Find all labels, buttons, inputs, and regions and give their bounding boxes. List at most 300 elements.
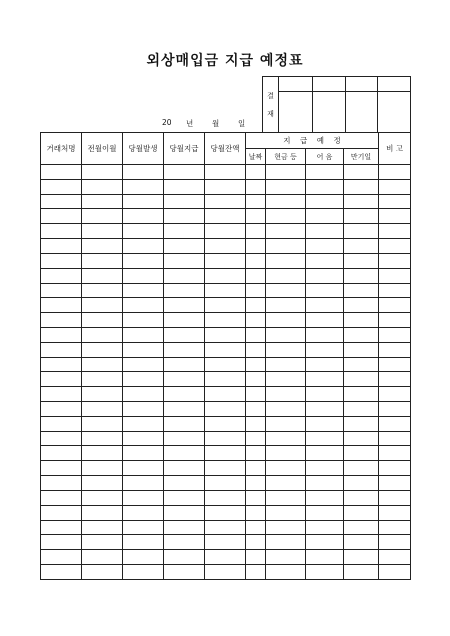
table-cell[interactable] [246, 476, 266, 491]
table-cell[interactable] [379, 298, 411, 313]
table-cell[interactable] [246, 313, 266, 328]
table-cell[interactable] [266, 283, 306, 298]
table-cell[interactable] [246, 239, 266, 254]
table-cell[interactable] [306, 209, 344, 224]
table-cell[interactable] [344, 253, 379, 268]
table-cell[interactable] [41, 298, 82, 313]
table-cell[interactable] [306, 535, 344, 550]
col-header-remarks: 비 고 [379, 133, 411, 165]
payment-schedule-table [40, 132, 411, 580]
table-cell[interactable] [123, 327, 164, 342]
table-cell[interactable] [379, 165, 411, 180]
table-cell[interactable] [205, 520, 246, 535]
table-cell[interactable] [306, 461, 344, 476]
table-cell[interactable] [379, 372, 411, 387]
table-cell[interactable] [205, 505, 246, 520]
table-cell[interactable] [379, 431, 411, 446]
table-cell[interactable] [164, 239, 205, 254]
table-cell[interactable] [266, 357, 306, 372]
table-cell[interactable] [266, 461, 306, 476]
table-cell[interactable] [205, 431, 246, 446]
table-cell[interactable] [82, 268, 123, 283]
table-cell[interactable] [344, 490, 379, 505]
table-cell[interactable] [123, 283, 164, 298]
table-cell[interactable] [205, 446, 246, 461]
table-cell[interactable] [41, 431, 82, 446]
approval-sign-cell[interactable] [346, 92, 378, 133]
table-cell[interactable] [41, 239, 82, 254]
table-cell[interactable] [306, 446, 344, 461]
table-cell[interactable] [164, 165, 205, 180]
table-cell[interactable] [246, 490, 266, 505]
table-cell[interactable] [344, 194, 379, 209]
table-cell[interactable] [306, 179, 344, 194]
table-cell[interactable] [164, 402, 205, 417]
table-cell[interactable] [123, 298, 164, 313]
table-cell[interactable] [246, 387, 266, 402]
table-cell[interactable] [246, 268, 266, 283]
table-cell[interactable] [306, 520, 344, 535]
table-cell[interactable] [246, 357, 266, 372]
table-cell[interactable] [205, 209, 246, 224]
table-cell[interactable] [82, 327, 123, 342]
table-cell[interactable] [123, 165, 164, 180]
table-cell[interactable] [123, 253, 164, 268]
table-cell[interactable] [306, 342, 344, 357]
table-cell[interactable] [164, 387, 205, 402]
table-cell[interactable] [82, 357, 123, 372]
table-cell[interactable] [246, 342, 266, 357]
table-cell[interactable] [164, 268, 205, 283]
table-cell[interactable] [344, 431, 379, 446]
table-cell[interactable] [164, 461, 205, 476]
table-cell[interactable] [41, 461, 82, 476]
table-cell[interactable] [205, 327, 246, 342]
table-row [41, 476, 411, 491]
table-cell[interactable] [82, 402, 123, 417]
table-cell[interactable] [41, 564, 82, 579]
table-cell[interactable] [379, 327, 411, 342]
table-cell[interactable] [123, 505, 164, 520]
table-cell[interactable] [246, 224, 266, 239]
table-cell[interactable] [306, 327, 344, 342]
table-cell[interactable] [306, 476, 344, 491]
table-cell[interactable] [123, 357, 164, 372]
table-cell[interactable] [205, 372, 246, 387]
table-cell[interactable] [344, 342, 379, 357]
table-cell[interactable] [82, 431, 123, 446]
table-cell[interactable] [379, 387, 411, 402]
table-cell[interactable] [82, 490, 123, 505]
table-cell[interactable] [266, 490, 306, 505]
table-cell[interactable] [164, 520, 205, 535]
table-cell[interactable] [266, 372, 306, 387]
table-cell[interactable] [41, 520, 82, 535]
table-cell[interactable] [123, 564, 164, 579]
table-cell[interactable] [41, 476, 82, 491]
table-cell[interactable] [164, 490, 205, 505]
table-cell[interactable] [306, 268, 344, 283]
table-cell[interactable] [246, 461, 266, 476]
table-cell[interactable] [344, 179, 379, 194]
table-cell[interactable] [123, 224, 164, 239]
table-cell[interactable] [41, 402, 82, 417]
table-cell[interactable] [379, 564, 411, 579]
table-row [41, 550, 411, 565]
table-cell[interactable] [41, 165, 82, 180]
table-cell[interactable] [379, 179, 411, 194]
table-cell[interactable] [82, 535, 123, 550]
table-cell[interactable] [205, 313, 246, 328]
table-cell[interactable] [41, 209, 82, 224]
table-cell[interactable] [344, 387, 379, 402]
table-cell[interactable] [246, 402, 266, 417]
table-cell[interactable] [306, 505, 344, 520]
table-row [41, 209, 411, 224]
table-cell[interactable] [306, 416, 344, 431]
table-cell[interactable] [123, 179, 164, 194]
table-cell[interactable] [205, 461, 246, 476]
approval-title-cell[interactable] [313, 77, 346, 92]
table-cell[interactable] [41, 283, 82, 298]
table-cell[interactable] [344, 298, 379, 313]
table-cell[interactable] [379, 402, 411, 417]
table-cell[interactable] [379, 490, 411, 505]
table-cell[interactable] [82, 372, 123, 387]
table-cell[interactable] [205, 550, 246, 565]
table-cell[interactable] [205, 387, 246, 402]
approval-title-cell[interactable] [378, 77, 411, 92]
table-cell[interactable] [205, 179, 246, 194]
table-cell[interactable] [82, 165, 123, 180]
table-cell[interactable] [266, 342, 306, 357]
table-cell[interactable] [41, 194, 82, 209]
table-cell[interactable] [205, 239, 246, 254]
table-cell[interactable] [266, 253, 306, 268]
approval-sign-cell[interactable] [378, 92, 411, 133]
table-cell[interactable] [246, 253, 266, 268]
table-cell[interactable] [41, 253, 82, 268]
table-cell[interactable] [82, 476, 123, 491]
table-cell[interactable] [246, 209, 266, 224]
table-cell[interactable] [266, 165, 306, 180]
table-cell[interactable] [164, 372, 205, 387]
table-cell[interactable] [266, 298, 306, 313]
table-cell[interactable] [123, 402, 164, 417]
table-cell[interactable] [164, 446, 205, 461]
table-cell[interactable] [164, 313, 205, 328]
table-cell[interactable] [205, 194, 246, 209]
table-cell[interactable] [344, 268, 379, 283]
table-cell[interactable] [344, 505, 379, 520]
table-cell[interactable] [379, 313, 411, 328]
table-cell[interactable] [205, 535, 246, 550]
table-cell[interactable] [82, 505, 123, 520]
table-cell[interactable] [379, 342, 411, 357]
approval-sign-cell[interactable] [279, 92, 313, 133]
table-cell[interactable] [246, 416, 266, 431]
table-cell[interactable] [123, 550, 164, 565]
table-cell[interactable] [82, 298, 123, 313]
table-cell[interactable] [306, 239, 344, 254]
date-year-label: 년 [186, 119, 194, 128]
table-cell[interactable] [344, 476, 379, 491]
table-cell[interactable] [344, 357, 379, 372]
table-cell[interactable] [82, 520, 123, 535]
table-cell[interactable] [123, 446, 164, 461]
table-cell[interactable] [344, 402, 379, 417]
table-cell[interactable] [246, 194, 266, 209]
table-cell[interactable] [266, 268, 306, 283]
table-cell[interactable] [246, 283, 266, 298]
table-cell[interactable] [246, 165, 266, 180]
table-cell[interactable] [306, 194, 344, 209]
table-cell[interactable] [266, 535, 306, 550]
table-cell[interactable] [164, 209, 205, 224]
table-cell[interactable] [379, 194, 411, 209]
table-cell[interactable] [164, 253, 205, 268]
table-cell[interactable] [164, 431, 205, 446]
table-cell[interactable] [344, 372, 379, 387]
table-cell[interactable] [379, 461, 411, 476]
table-cell[interactable] [123, 372, 164, 387]
table-cell[interactable] [306, 298, 344, 313]
col-header-payment-plan: 지 급 예 정 [246, 133, 379, 149]
table-cell[interactable] [205, 253, 246, 268]
table-cell[interactable] [306, 402, 344, 417]
table-cell[interactable] [379, 224, 411, 239]
table-cell[interactable] [306, 387, 344, 402]
table-cell[interactable] [123, 313, 164, 328]
table-cell[interactable] [41, 490, 82, 505]
table-cell[interactable] [306, 490, 344, 505]
table-cell[interactable] [344, 283, 379, 298]
table-row [41, 239, 411, 254]
table-row [41, 268, 411, 283]
table-cell[interactable] [306, 550, 344, 565]
table-cell[interactable] [123, 239, 164, 254]
table-cell[interactable] [205, 416, 246, 431]
table-cell[interactable] [306, 165, 344, 180]
table-cell[interactable] [205, 564, 246, 579]
table-cell[interactable] [164, 298, 205, 313]
table-cell[interactable] [344, 209, 379, 224]
table-cell[interactable] [379, 550, 411, 565]
col-header-partner: 거래처명 [41, 133, 82, 165]
table-cell[interactable] [82, 239, 123, 254]
table-cell[interactable] [82, 253, 123, 268]
table-cell[interactable] [123, 535, 164, 550]
table-cell[interactable] [266, 564, 306, 579]
table-cell[interactable] [164, 283, 205, 298]
table-cell[interactable] [246, 505, 266, 520]
table-cell[interactable] [379, 209, 411, 224]
table-cell[interactable] [164, 476, 205, 491]
table-cell[interactable] [41, 179, 82, 194]
approval-title-cell[interactable] [279, 77, 313, 92]
table-cell[interactable] [266, 431, 306, 446]
approval-sign-cell[interactable] [313, 92, 346, 133]
table-cell[interactable] [41, 357, 82, 372]
table-cell[interactable] [82, 313, 123, 328]
table-cell[interactable] [266, 416, 306, 431]
table-cell[interactable] [266, 505, 306, 520]
table-cell[interactable] [379, 505, 411, 520]
table-cell[interactable] [266, 550, 306, 565]
table-cell[interactable] [205, 402, 246, 417]
table-cell[interactable] [205, 490, 246, 505]
table-cell[interactable] [266, 239, 306, 254]
table-cell[interactable] [266, 520, 306, 535]
table-cell[interactable] [266, 446, 306, 461]
table-cell[interactable] [82, 194, 123, 209]
table-cell[interactable] [344, 550, 379, 565]
table-cell[interactable] [164, 535, 205, 550]
table-cell[interactable] [344, 327, 379, 342]
table-cell[interactable] [82, 224, 123, 239]
table-cell[interactable] [41, 313, 82, 328]
table-body [41, 165, 411, 580]
table-cell[interactable] [82, 283, 123, 298]
table-cell[interactable] [344, 224, 379, 239]
table-cell[interactable] [344, 564, 379, 579]
table-cell[interactable] [246, 550, 266, 565]
table-cell[interactable] [246, 520, 266, 535]
table-cell[interactable] [344, 239, 379, 254]
table-cell[interactable] [41, 535, 82, 550]
table-cell[interactable] [306, 357, 344, 372]
table-cell[interactable] [306, 313, 344, 328]
table-cell[interactable] [123, 490, 164, 505]
table-cell[interactable] [246, 179, 266, 194]
table-cell[interactable] [266, 209, 306, 224]
table-cell[interactable] [41, 505, 82, 520]
table-cell[interactable] [164, 357, 205, 372]
table-cell[interactable] [164, 327, 205, 342]
table-cell[interactable] [246, 327, 266, 342]
table-cell[interactable] [246, 298, 266, 313]
table-cell[interactable] [82, 179, 123, 194]
table-cell[interactable] [164, 342, 205, 357]
table-cell[interactable] [123, 476, 164, 491]
table-cell[interactable] [205, 476, 246, 491]
table-cell[interactable] [164, 179, 205, 194]
table-cell[interactable] [123, 520, 164, 535]
table-cell[interactable] [344, 535, 379, 550]
table-cell[interactable] [379, 253, 411, 268]
table-cell[interactable] [266, 327, 306, 342]
table-cell[interactable] [379, 520, 411, 535]
table-cell[interactable] [379, 283, 411, 298]
table-cell[interactable] [344, 416, 379, 431]
table-cell[interactable] [266, 224, 306, 239]
table-cell[interactable] [123, 209, 164, 224]
table-cell[interactable] [306, 372, 344, 387]
table-cell[interactable] [266, 387, 306, 402]
table-cell[interactable] [306, 224, 344, 239]
table-cell[interactable] [379, 535, 411, 550]
table-cell[interactable] [266, 179, 306, 194]
table-cell[interactable] [41, 224, 82, 239]
table-cell[interactable] [379, 268, 411, 283]
table-cell[interactable] [164, 416, 205, 431]
table-cell[interactable] [82, 342, 123, 357]
table-cell[interactable] [379, 446, 411, 461]
table-cell[interactable] [82, 209, 123, 224]
table-cell[interactable] [41, 372, 82, 387]
table-cell[interactable] [306, 431, 344, 446]
table-cell[interactable] [41, 446, 82, 461]
table-cell[interactable] [246, 431, 266, 446]
table-cell[interactable] [164, 194, 205, 209]
approval-title-cell[interactable] [346, 77, 378, 92]
table-row [41, 253, 411, 268]
table-cell[interactable] [379, 357, 411, 372]
table-cell[interactable] [123, 416, 164, 431]
table-cell[interactable] [205, 165, 246, 180]
table-cell[interactable] [82, 446, 123, 461]
table-cell[interactable] [205, 298, 246, 313]
table-cell[interactable] [266, 402, 306, 417]
table-cell[interactable] [41, 416, 82, 431]
table-cell[interactable] [41, 342, 82, 357]
table-cell[interactable] [306, 564, 344, 579]
table-cell[interactable] [205, 268, 246, 283]
table-cell[interactable] [306, 253, 344, 268]
table-cell[interactable] [379, 239, 411, 254]
table-cell[interactable] [164, 564, 205, 579]
table-cell[interactable] [123, 461, 164, 476]
table-cell[interactable] [164, 505, 205, 520]
table-cell[interactable] [246, 535, 266, 550]
table-cell[interactable] [266, 313, 306, 328]
table-cell[interactable] [123, 194, 164, 209]
table-cell[interactable] [123, 268, 164, 283]
table-cell[interactable] [344, 313, 379, 328]
table-cell[interactable] [82, 387, 123, 402]
table-cell[interactable] [82, 550, 123, 565]
table-cell[interactable] [246, 372, 266, 387]
table-cell[interactable] [344, 520, 379, 535]
table-cell[interactable] [379, 416, 411, 431]
table-cell[interactable] [379, 476, 411, 491]
table-cell[interactable] [41, 387, 82, 402]
table-cell[interactable] [205, 224, 246, 239]
table-cell[interactable] [41, 268, 82, 283]
table-cell[interactable] [123, 431, 164, 446]
table-cell[interactable] [266, 194, 306, 209]
table-cell[interactable] [82, 564, 123, 579]
table-cell[interactable] [266, 476, 306, 491]
table-cell[interactable] [123, 342, 164, 357]
table-cell[interactable] [123, 387, 164, 402]
table-cell[interactable] [344, 446, 379, 461]
table-cell[interactable] [82, 461, 123, 476]
table-cell[interactable] [246, 446, 266, 461]
table-cell[interactable] [164, 224, 205, 239]
table-cell[interactable] [344, 165, 379, 180]
table-cell[interactable] [306, 283, 344, 298]
table-cell[interactable] [205, 283, 246, 298]
table-cell[interactable] [344, 461, 379, 476]
table-cell[interactable] [246, 564, 266, 579]
table-cell[interactable] [82, 416, 123, 431]
table-cell[interactable] [41, 327, 82, 342]
table-cell[interactable] [164, 550, 205, 565]
table-cell[interactable] [205, 357, 246, 372]
table-cell[interactable] [205, 342, 246, 357]
table-cell[interactable] [41, 550, 82, 565]
